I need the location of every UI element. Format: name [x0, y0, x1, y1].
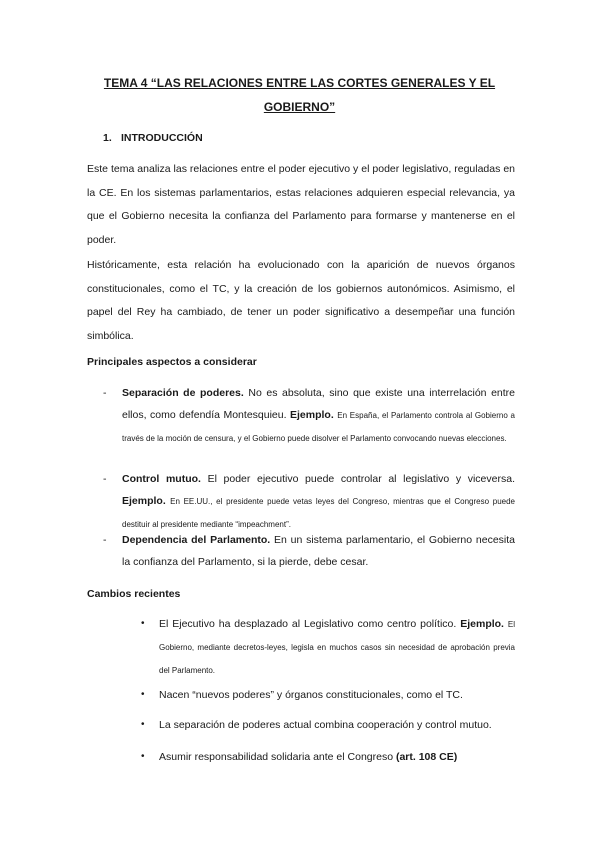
aspect-item-separacion [103, 382, 515, 450]
aspect-term: Separación de poderes. [122, 387, 244, 399]
document-title-line-2: GOBIERNO” [263, 100, 336, 114]
bullet-marker: • [141, 689, 145, 700]
change-item-responsabilidad [141, 746, 515, 768]
document-title-line-1: TEMA 4 “LAS RELACIONES ENTRE LAS CORTES GENERALES Y EL [103, 76, 496, 90]
change-item-separacion [141, 714, 515, 736]
bullet-marker: • [141, 751, 145, 762]
change-text: Nacen “nuevos poderes” y órganos constitucionales, como el TC. [159, 689, 463, 701]
change-item-nuevos-poderes [141, 684, 515, 706]
aspect-term: Control mutuo. [122, 473, 201, 485]
change-text: La separación de poderes actual combina cooperación y control mutuo. [159, 719, 492, 731]
aspect-text: En un sistema parlamentario, el Gobierno necesita la confianza del Parlamento, si la pierde, debe cesar. [122, 534, 516, 568]
change-text: El Ejecutivo ha desplazado al Legislativo como centro político. [159, 618, 457, 630]
example-label: Ejemplo. [122, 495, 166, 507]
example-label: Ejemplo. [460, 618, 504, 630]
aspect-item-dependencia [103, 529, 515, 573]
dash-marker: - [103, 473, 107, 485]
article-reference: (art. 108 CE) [395, 751, 458, 763]
aspect-term: Dependencia del Parlamento. [122, 534, 271, 546]
aspect-item-control [103, 468, 515, 536]
dash-marker: - [103, 534, 107, 546]
change-item-ejecutivo [141, 613, 515, 682]
aspect-text: El poder ejecutivo puede controlar al legislativo y viceversa. [207, 473, 515, 485]
section-title: INTRODUCCIÓN [121, 132, 203, 144]
changes-heading: Cambios recientes [87, 588, 181, 600]
example-text: El Gobierno, mediante decretos-leyes, legisla en muchos casos sin necesidad de aprobación previa del Parlamento. [159, 620, 516, 675]
example-text: En España, el Parlamento controla al Gobierno a través de la moción de censura, y el Gobierno puede disolver el Parlamento convocando nuevas elecciones. [122, 411, 516, 443]
intro-paragraph-1: Este tema analiza las relaciones entre el poder ejecutivo y el poder legislativo, reguladas en la CE. En los sistemas parlamentarios, estas relaciones adquieren especial relevancia, ya que el Gobierno necesita la confianza del Parlamento para formarse y mantenerse en el poder. [87, 163, 515, 246]
bullet-marker: • [141, 618, 145, 629]
bullet-marker: • [141, 719, 145, 730]
example-text: En EE.UU., el presidente puede vetas leyes del Congreso, mientras que el Congreso puede destituir al presidente mediante “impeachment”. [122, 497, 515, 529]
aspects-heading: Principales aspectos a considerar [87, 356, 257, 368]
section-number: 1. [103, 132, 112, 144]
example-label: Ejemplo. [290, 409, 334, 421]
section-heading [103, 132, 203, 144]
intro-paragraph-2: Históricamente, esta relación ha evolucionado con la aparición de nuevos órganos constitucionales, como el TC, y la creación de los gobiernos autonómicos. Asimismo, el papel del Rey ha cambiado, de tener un poder significativo a desempeñar una función simbólica. [87, 259, 515, 342]
dash-marker: - [103, 387, 107, 399]
aspect-text: No es absoluta, sino que existe una interrelación entre ellos, como defendía Montesquieu. [122, 387, 516, 421]
change-text: Asumir responsabilidad solidaria ante el Congreso [159, 751, 394, 763]
